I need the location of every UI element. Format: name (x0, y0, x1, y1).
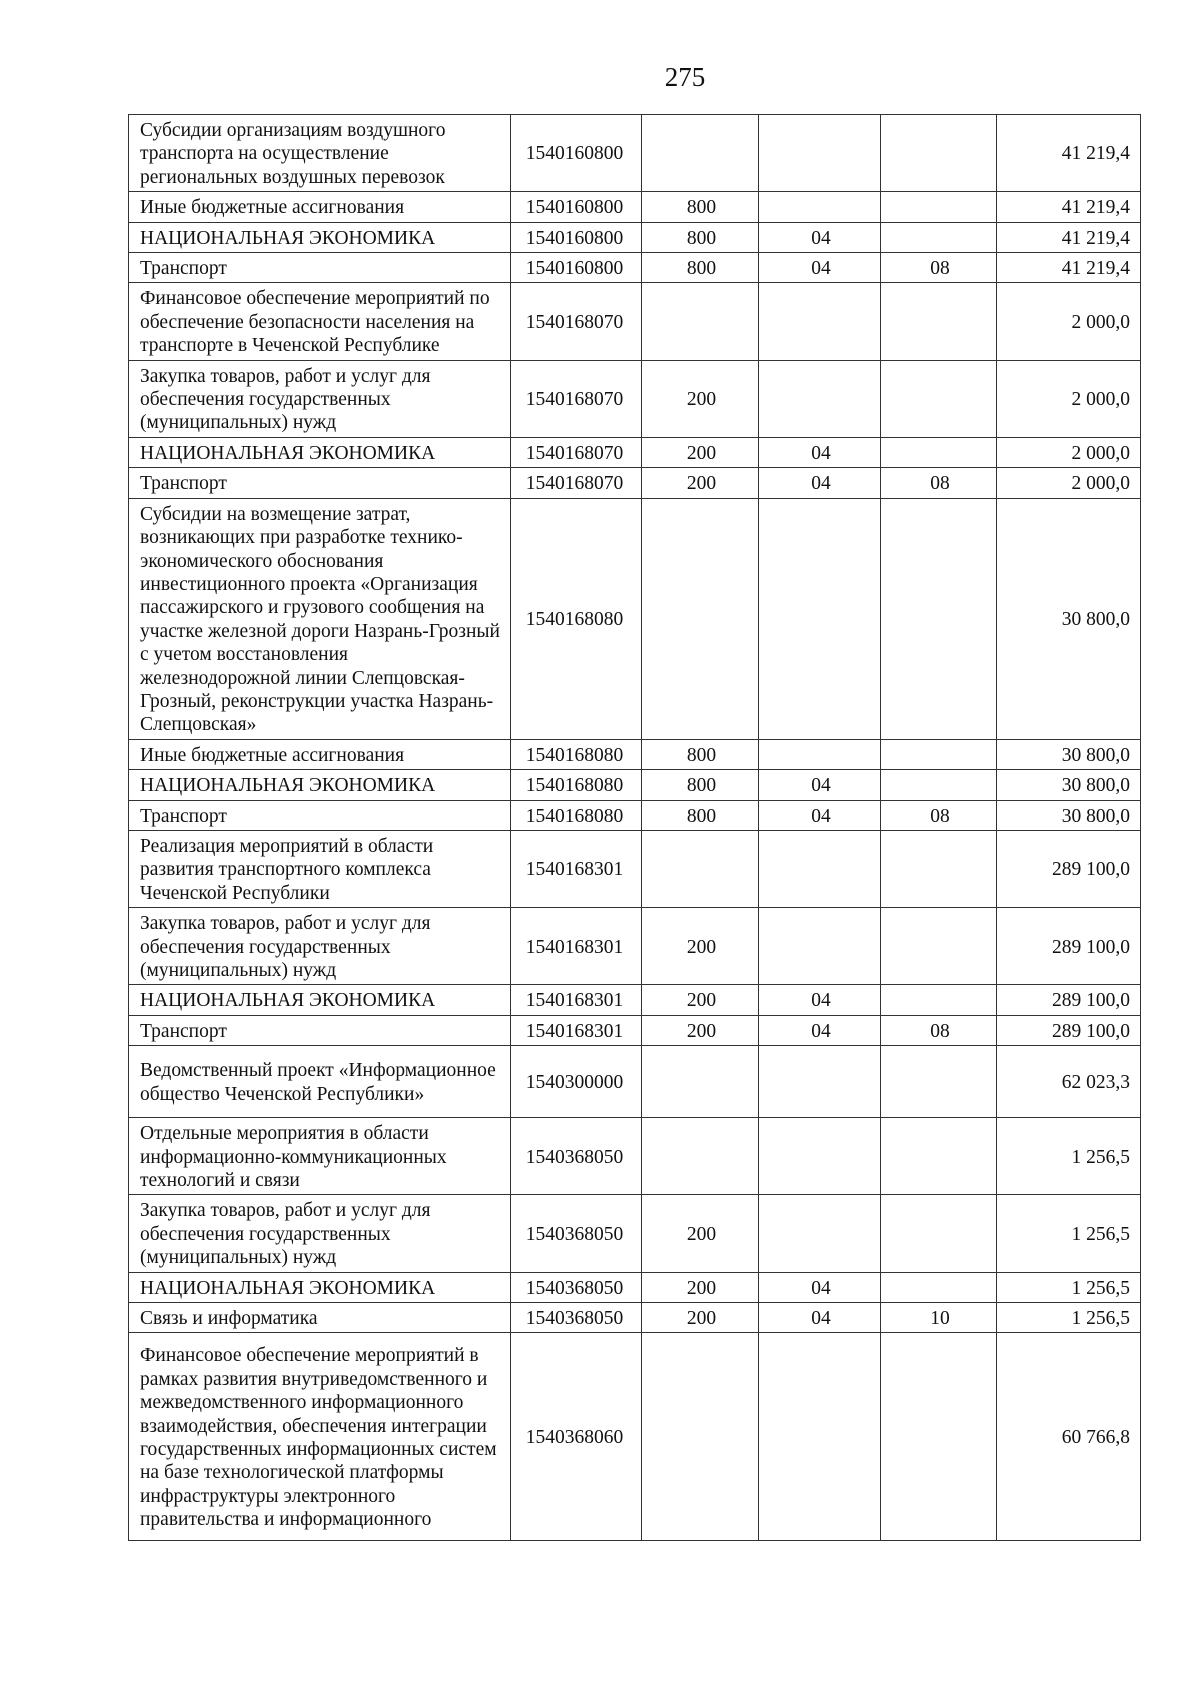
target-code-cell: 1540368050 (511, 1303, 642, 1333)
amount-cell: 2 000,0 (997, 360, 1141, 437)
row-name-cell: Транспорт (129, 253, 511, 283)
expense-type-cell: 200 (642, 1015, 759, 1045)
target-code-cell: 1540160800 (511, 253, 642, 283)
subsection-cell (881, 1272, 997, 1302)
section-cell: 04 (759, 437, 881, 467)
target-code-cell: 1540168301 (511, 830, 642, 907)
table-row (129, 739, 1141, 769)
row-name-cell: НАЦИОНАЛЬНАЯ ЭКОНОМИКА (129, 437, 511, 467)
amount-cell: 30 800,0 (997, 498, 1141, 739)
expense-type-cell: 800 (642, 770, 759, 800)
row-name-cell: Закупка товаров, работ и услуг для обеспечения государственных (муниципальных) нужд (129, 360, 511, 437)
section-cell: 04 (759, 1272, 881, 1302)
amount-cell: 30 800,0 (997, 739, 1141, 769)
target-code-cell: 1540368050 (511, 1118, 642, 1195)
expense-type-cell: 200 (642, 1195, 759, 1272)
subsection-cell: 10 (881, 1303, 997, 1333)
row-name-cell: Иные бюджетные ассигнования (129, 192, 511, 222)
row-name-cell: Иные бюджетные ассигнования (129, 739, 511, 769)
table-row (129, 800, 1141, 830)
table-row (129, 908, 1141, 985)
amount-cell: 41 219,4 (997, 115, 1141, 192)
target-code-cell: 1540168301 (511, 985, 642, 1015)
expense-type-cell (642, 1046, 759, 1118)
row-name-cell: Ведомственный проект «Информационное общество Чеченской Республики» (129, 1046, 511, 1118)
table-row (129, 360, 1141, 437)
section-cell: 04 (759, 468, 881, 498)
amount-cell: 289 100,0 (997, 908, 1141, 985)
subsection-cell (881, 985, 997, 1015)
amount-cell: 41 219,4 (997, 222, 1141, 252)
section-cell (759, 1118, 881, 1195)
row-name-cell: Закупка товаров, работ и услуг для обеспечения государственных (муниципальных) нужд (129, 908, 511, 985)
target-code-cell: 1540160800 (511, 115, 642, 192)
table-row (129, 1272, 1141, 1302)
amount-cell: 1 256,5 (997, 1195, 1141, 1272)
expense-type-cell (642, 1118, 759, 1195)
table-row (129, 283, 1141, 360)
subsection-cell (881, 1195, 997, 1272)
table-row (129, 830, 1141, 907)
table-row (129, 437, 1141, 467)
table-body (129, 115, 1141, 1541)
row-name-cell: Отдельные мероприятия в области информационно-коммуникационных технологий и связи (129, 1118, 511, 1195)
subsection-cell: 08 (881, 800, 997, 830)
section-cell: 04 (759, 770, 881, 800)
expense-type-cell: 200 (642, 1272, 759, 1302)
row-name-cell: Субсидии на возмещение затрат, возникающих при разработке технико-экономического обоснования инвестиционного проекта «Организация пассажирского и грузового сообщения на участке железной дороги Назрань-Грозный с учетом восстановления железнодорожной линии Слепцовская-Грозный, реконструкции участка Назрань-Слепцовская» (129, 498, 511, 739)
row-name-cell: Транспорт (129, 1015, 511, 1045)
target-code-cell: 1540300000 (511, 1046, 642, 1118)
section-cell (759, 498, 881, 739)
target-code-cell: 1540368050 (511, 1272, 642, 1302)
subsection-cell: 08 (881, 253, 997, 283)
expense-type-cell (642, 1333, 759, 1541)
expense-type-cell: 200 (642, 1303, 759, 1333)
table-row (129, 498, 1141, 739)
target-code-cell: 1540160800 (511, 222, 642, 252)
subsection-cell (881, 1333, 997, 1541)
target-code-cell: 1540168301 (511, 1015, 642, 1045)
section-cell (759, 908, 881, 985)
section-cell: 04 (759, 1015, 881, 1045)
subsection-cell (881, 830, 997, 907)
section-cell (759, 1333, 881, 1541)
amount-cell: 62 023,3 (997, 1046, 1141, 1118)
expense-type-cell: 800 (642, 739, 759, 769)
row-name-cell: НАЦИОНАЛЬНАЯ ЭКОНОМИКА (129, 222, 511, 252)
amount-cell: 2 000,0 (997, 283, 1141, 360)
target-code-cell: 1540368060 (511, 1333, 642, 1541)
section-cell (759, 115, 881, 192)
section-cell (759, 739, 881, 769)
amount-cell: 41 219,4 (997, 192, 1141, 222)
expense-type-cell: 800 (642, 192, 759, 222)
amount-cell: 1 256,5 (997, 1272, 1141, 1302)
section-cell (759, 192, 881, 222)
subsection-cell (881, 360, 997, 437)
target-code-cell: 1540168070 (511, 360, 642, 437)
expense-type-cell: 800 (642, 222, 759, 252)
subsection-cell (881, 115, 997, 192)
table-row (129, 1333, 1141, 1541)
expense-type-cell: 800 (642, 800, 759, 830)
budget-table (128, 114, 1141, 1541)
row-name-cell: Связь и информатика (129, 1303, 511, 1333)
amount-cell: 289 100,0 (997, 830, 1141, 907)
amount-cell: 2 000,0 (997, 437, 1141, 467)
row-name-cell: Транспорт (129, 468, 511, 498)
table-row (129, 115, 1141, 192)
subsection-cell (881, 770, 997, 800)
amount-cell: 1 256,5 (997, 1118, 1141, 1195)
target-code-cell: 1540168070 (511, 437, 642, 467)
table-row (129, 985, 1141, 1015)
row-name-cell: Закупка товаров, работ и услуг для обеспечения государственных (муниципальных) нужд (129, 1195, 511, 1272)
table-row (129, 253, 1141, 283)
subsection-cell (881, 192, 997, 222)
target-code-cell: 1540368050 (511, 1195, 642, 1272)
target-code-cell: 1540168080 (511, 800, 642, 830)
target-code-cell: 1540168070 (511, 283, 642, 360)
amount-cell: 1 256,5 (997, 1303, 1141, 1333)
page-number: 275 (664, 62, 706, 92)
row-name-cell: Транспорт (129, 800, 511, 830)
subsection-cell (881, 739, 997, 769)
expense-type-cell: 200 (642, 908, 759, 985)
amount-cell: 30 800,0 (997, 800, 1141, 830)
target-code-cell: 1540168080 (511, 770, 642, 800)
row-name-cell: Финансовое обеспечение мероприятий в рамках развития внутриведомственного и межведомственного информационного взаимодействия, обеспечения интеграции государственных информационных систем на базе технологической платформы инфраструктуры электронного правительства и информационного (129, 1333, 511, 1541)
expense-type-cell: 200 (642, 437, 759, 467)
amount-cell: 289 100,0 (997, 985, 1141, 1015)
amount-cell: 30 800,0 (997, 770, 1141, 800)
amount-cell: 2 000,0 (997, 468, 1141, 498)
expense-type-cell: 200 (642, 985, 759, 1015)
subsection-cell (881, 1046, 997, 1118)
table-row (129, 1303, 1141, 1333)
table-row (129, 192, 1141, 222)
target-code-cell: 1540168301 (511, 908, 642, 985)
row-name-cell: Субсидии организациям воздушного транспорта на осуществление региональных воздушных перевозок (129, 115, 511, 192)
section-cell (759, 360, 881, 437)
section-cell: 04 (759, 253, 881, 283)
subsection-cell: 08 (881, 1015, 997, 1045)
subsection-cell (881, 498, 997, 739)
amount-cell: 60 766,8 (997, 1333, 1141, 1541)
expense-type-cell: 800 (642, 253, 759, 283)
expense-type-cell (642, 115, 759, 192)
section-cell (759, 1195, 881, 1272)
expense-type-cell (642, 830, 759, 907)
table-row (129, 1195, 1141, 1272)
target-code-cell: 1540168080 (511, 498, 642, 739)
table-row (129, 770, 1141, 800)
row-name-cell: Реализация мероприятий в области развития транспортного комплекса Чеченской Республики (129, 830, 511, 907)
section-cell (759, 830, 881, 907)
table-row (129, 1015, 1141, 1045)
subsection-cell (881, 283, 997, 360)
target-code-cell: 1540168080 (511, 739, 642, 769)
section-cell (759, 283, 881, 360)
row-name-cell: НАЦИОНАЛЬНАЯ ЭКОНОМИКА (129, 770, 511, 800)
expense-type-cell (642, 283, 759, 360)
section-cell (759, 1046, 881, 1118)
subsection-cell: 08 (881, 468, 997, 498)
expense-type-cell (642, 498, 759, 739)
table-row (129, 1118, 1141, 1195)
section-cell: 04 (759, 1303, 881, 1333)
target-code-cell: 1540168070 (511, 468, 642, 498)
subsection-cell (881, 437, 997, 467)
subsection-cell (881, 222, 997, 252)
amount-cell: 41 219,4 (997, 253, 1141, 283)
section-cell: 04 (759, 800, 881, 830)
expense-type-cell: 200 (642, 360, 759, 437)
subsection-cell (881, 908, 997, 985)
table-row (129, 222, 1141, 252)
row-name-cell: Финансовое обеспечение мероприятий по обеспечение безопасности населения на транспорте в Чеченской Республике (129, 283, 511, 360)
subsection-cell (881, 1118, 997, 1195)
section-cell: 04 (759, 985, 881, 1015)
row-name-cell: НАЦИОНАЛЬНАЯ ЭКОНОМИКА (129, 985, 511, 1015)
amount-cell: 289 100,0 (997, 1015, 1141, 1045)
expense-type-cell: 200 (642, 468, 759, 498)
row-name-cell: НАЦИОНАЛЬНАЯ ЭКОНОМИКА (129, 1272, 511, 1302)
target-code-cell: 1540160800 (511, 192, 642, 222)
table-row (129, 468, 1141, 498)
section-cell: 04 (759, 222, 881, 252)
table-row (129, 1046, 1141, 1118)
